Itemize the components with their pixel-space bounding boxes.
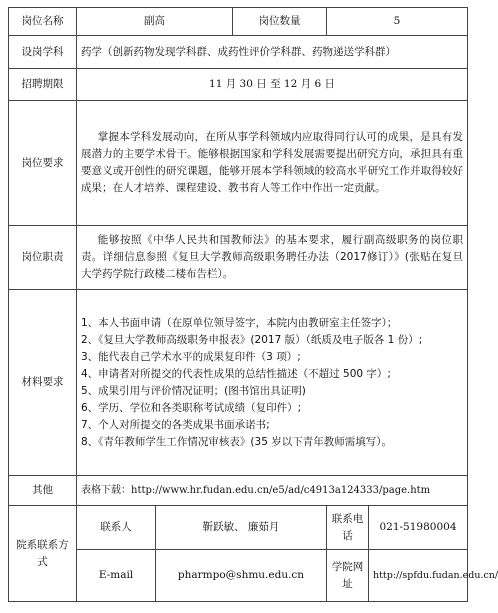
row-discipline: [9, 36, 468, 69]
materials-item: 8、《青年教师学生工作情况审核表》(35 岁以下青年教师需填写）。: [81, 435, 392, 448]
row-requirements: [9, 101, 468, 226]
row-recruit-period: [9, 69, 468, 101]
row-materials: [9, 290, 468, 476]
position-count-value: 5: [327, 8, 468, 36]
discipline-value: 药学（创新药物发现学科群、成药性评价学科群、药物递送学科群）: [77, 36, 468, 69]
email-label: E-mail: [77, 550, 156, 602]
discipline-label: 设岗学科: [9, 36, 77, 69]
phone-value: 021-51980004: [369, 506, 468, 550]
recruit-period-label: 招聘期限: [9, 69, 77, 101]
contact-person-label: 联系人: [77, 506, 156, 550]
materials-item: 7、个人对所提交的各类成果书面承诺书;: [81, 418, 270, 431]
row-contact-person: [9, 506, 468, 550]
materials-item: 6、学历、学位和各类职称考试成绩（复印件）;: [81, 401, 302, 414]
materials-item: 5、成果引用与评价情况证明；(图书馆出具证明): [81, 384, 306, 397]
duties-text: 能够按照《中华人民共和国教师法》的基本要求，履行副高级职务的岗位职责。详细信息参照《复旦大学教师高级职务聘任办法（2017修订）》(张贴在复旦大学药学院行政楼二楼布告栏）。: [77, 226, 468, 290]
materials-item: 1、本人书面申请（在原单位领导签字，本院内由教研室主任签字）；: [81, 316, 398, 329]
requirements-text: 掌握本学科发展动向，在所从事学科领域内应取得同行认可的成果，是具有发展潜力的主要学术骨干。能够根据国家和学科发展需要提出研究方向，承担具有重要意义或开创性的研究课题，能够开展本学科领域的较高水平研究工作并取得较好成果；在人才培养、课程建设、教书育人等工作中作出一定贡献。: [77, 101, 468, 226]
materials-list: [77, 290, 468, 476]
position-name-label: 岗位名称: [9, 8, 77, 36]
contact-label: 院系联系方式: [9, 506, 77, 602]
materials-label: 材料要求: [9, 290, 77, 476]
row-duties: [9, 226, 468, 290]
row-other: [9, 476, 468, 506]
row-position: [9, 8, 468, 36]
email-value[interactable]: pharmpo@shmu.edu.cn: [156, 550, 327, 602]
position-count-label: 岗位数量: [233, 8, 327, 36]
other-label: 其他: [9, 476, 77, 506]
duties-label: 岗位职责: [9, 226, 77, 290]
position-name-value: 副高: [77, 8, 233, 36]
download-link[interactable]: 表格下载：http://www.hr.fudan.edu.cn/e5/ad/c4913a124333/page.htm: [77, 476, 468, 506]
materials-item: 4、申请者对所提交的代表性成果的总结性描述（不超过 500 字）;: [81, 367, 391, 380]
materials-item: 2、《复旦大学教师高级职务申报表》(2017 版）（纸质及电子版各 1 份）;: [81, 333, 423, 346]
materials-item: 3、能代表自己学术水平的成果复印件（3 项）;: [81, 350, 301, 363]
row-contact-email: [9, 550, 468, 602]
phone-label: 联系电话: [327, 506, 369, 550]
recruit-period-value: 11 月 30 日 至 12 月 6 日: [77, 69, 468, 101]
requirements-label: 岗位要求: [9, 101, 77, 226]
website-label: 学院网址: [327, 550, 369, 602]
website-value[interactable]: http://spfdu.fudan.edu.cn/: [369, 550, 468, 602]
position-table: [8, 7, 498, 602]
contact-person-value: 靳跃敏、 廉茹月: [156, 506, 327, 550]
